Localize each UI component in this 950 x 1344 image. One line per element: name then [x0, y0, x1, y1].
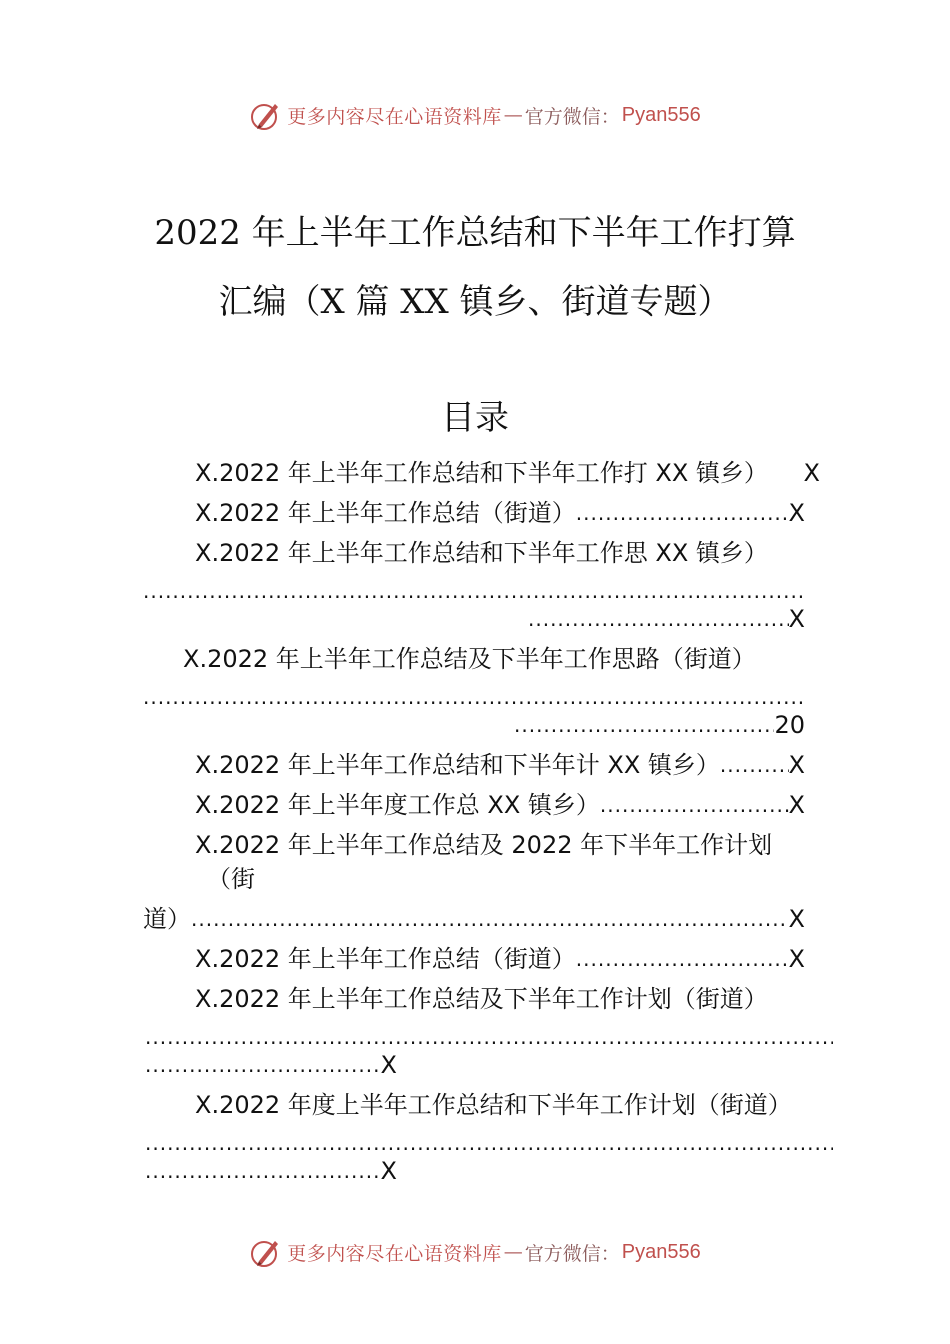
banner-text: 更多内容尽在心语资料库: [287, 105, 502, 128]
toc-entry-9-page-row[interactable]: [145, 1048, 397, 1082]
document-title-line-1: 2022 年上半年工作总结和下半年工作打算: [154, 213, 796, 253]
banner-separator: —: [503, 104, 523, 126]
toc-entry-4[interactable]: X.2022 年上半年工作总结及下半年工作思路（街道）: [183, 645, 756, 673]
toc-entry-page: X: [380, 1157, 397, 1185]
toc-leader-dots: [145, 1048, 381, 1082]
toc-entry-title: X.2022 年上半年工作总结（街道）: [195, 499, 576, 527]
toc-entry-page: X: [788, 945, 805, 973]
toc-entry-5[interactable]: [195, 748, 805, 782]
toc-leader-dots: [600, 788, 789, 822]
toc-entry-3-page-row[interactable]: [528, 602, 805, 636]
toc-entry-4-page-row[interactable]: [514, 708, 805, 742]
toc-entry-page: X: [788, 605, 805, 633]
toc-entry-6[interactable]: [195, 788, 805, 822]
document-title-line-2: 汇编（X 篇 XX 镇乡、街道专题）: [218, 282, 732, 322]
toc-entry-1[interactable]: [195, 456, 820, 490]
toc-entry-2[interactable]: [195, 496, 805, 530]
toc-entry-title: X.2022 年上半年工作总结和下半年计 XX 镇乡）: [195, 751, 720, 779]
toc-entry-7-page-row[interactable]: [143, 902, 805, 936]
toc-leader-dots: [528, 602, 789, 636]
pen-logo-icon: [249, 1235, 283, 1269]
toc-entry-10[interactable]: X.2022 年度上半年工作总结和下半年工作计划（街道）: [195, 1091, 792, 1119]
toc-entry-page: X: [788, 905, 805, 933]
banner-wechat-label: 官方微信：: [524, 1242, 620, 1265]
toc-entry-title: X.2022 年上半年工作总结和下半年工作打 XX 镇乡）: [195, 459, 768, 487]
toc-leader-dots: [720, 748, 789, 782]
toc-entry-title-end: 道）: [143, 905, 191, 933]
toc-leader-dots: [145, 1154, 381, 1188]
toc-heading: 目录: [441, 398, 509, 438]
toc-leader-dots: [191, 902, 789, 936]
footer-banner: [0, 1232, 950, 1272]
toc-entry-3[interactable]: X.2022 年上半年工作总结和下半年工作思 XX 镇乡）: [195, 539, 768, 567]
toc-leader-dots: [576, 496, 789, 530]
toc-entry-8[interactable]: [195, 942, 805, 976]
toc-entry-9[interactable]: X.2022 年上半年工作总结及下半年工作计划（街道）: [195, 985, 768, 1013]
toc-entry-page: X: [803, 459, 820, 487]
banner-wechat-id: Pyan556: [621, 1240, 701, 1263]
toc-entry-title: X.2022 年上半年度工作总 XX 镇乡）: [195, 791, 600, 819]
toc-leader-dots: [576, 942, 789, 976]
toc-entry-page: X: [380, 1051, 397, 1079]
toc-entry-title: X.2022 年上半年工作总结（街道）: [195, 945, 576, 973]
toc-entry-page: X: [788, 791, 805, 819]
banner-wechat-label: 官方微信：: [524, 105, 620, 128]
pen-logo-icon: [249, 98, 283, 132]
toc-entry-10-page-row[interactable]: [145, 1154, 397, 1188]
banner-text: 更多内容尽在心语资料库: [287, 1242, 502, 1265]
header-banner: [0, 95, 950, 135]
toc-entry-7-continuation: （街: [207, 865, 255, 893]
toc-leader-dots: [514, 708, 774, 742]
toc-entry-7[interactable]: X.2022 年上半年工作总结及 2022 年下半年工作计划: [195, 831, 773, 859]
banner-separator: —: [503, 1241, 523, 1263]
toc-entry-page: X: [788, 751, 805, 779]
toc-entry-page: 20: [774, 711, 805, 739]
banner-wechat-id: Pyan556: [621, 103, 701, 126]
toc-entry-page: X: [788, 499, 805, 527]
